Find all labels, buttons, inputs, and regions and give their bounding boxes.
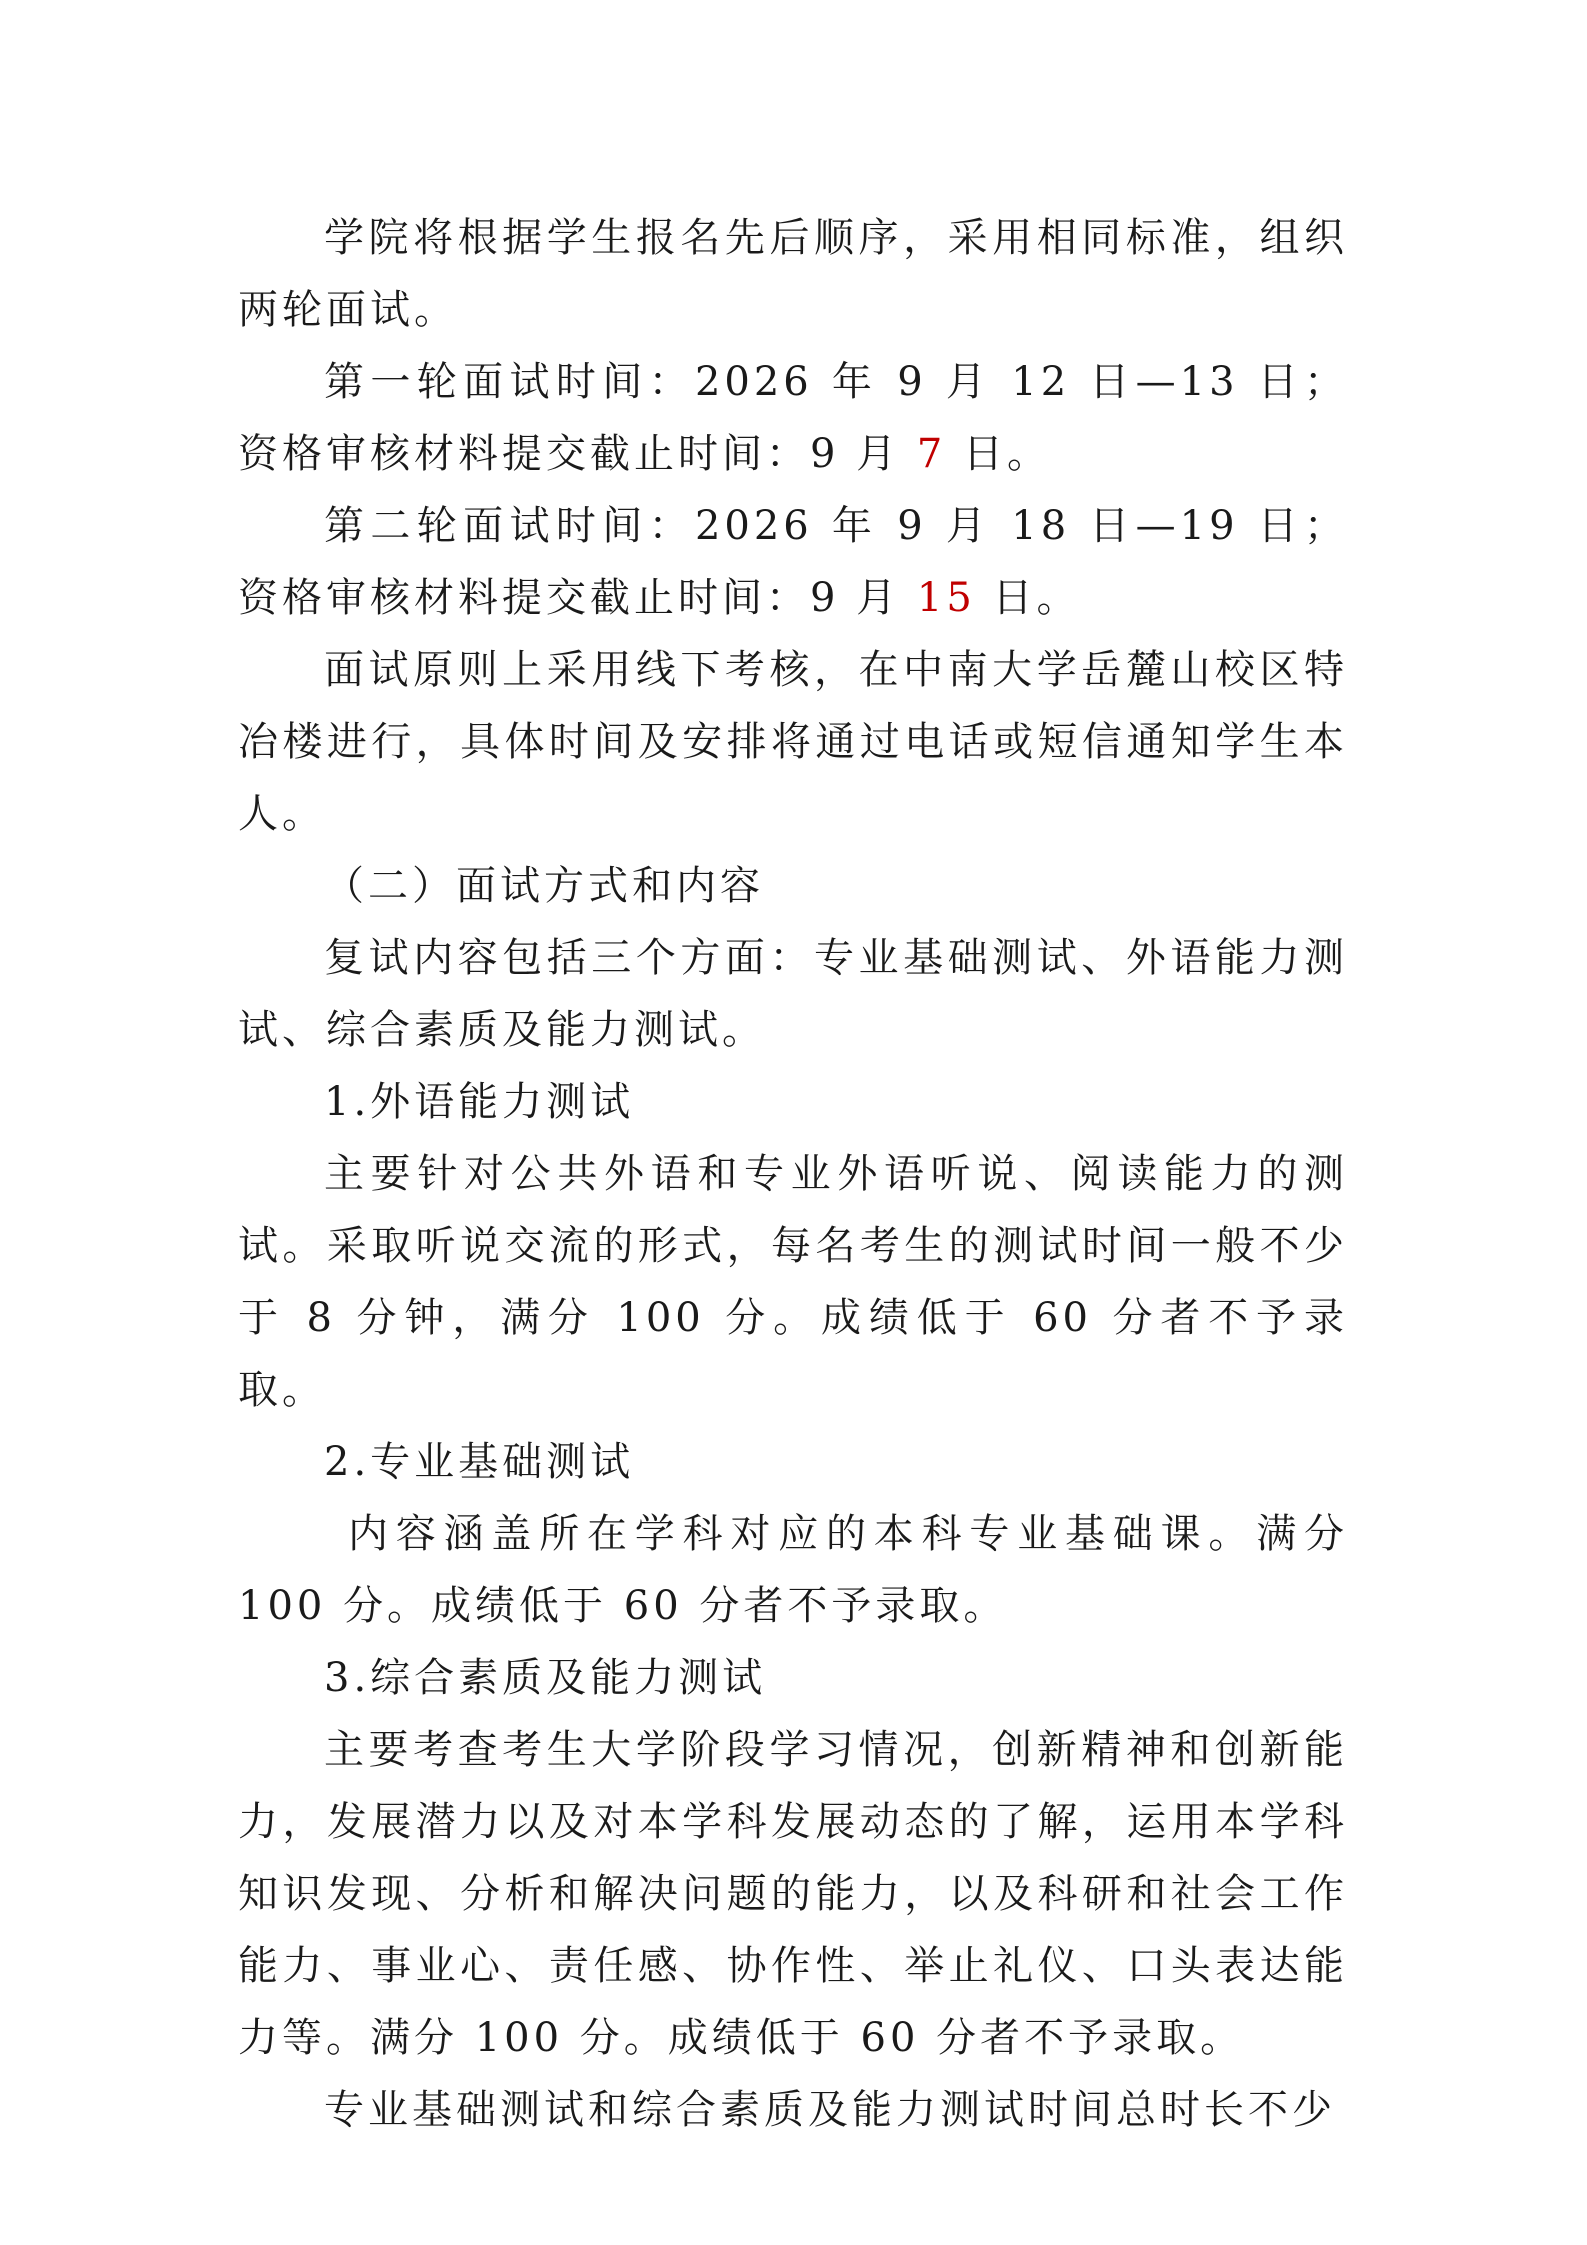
paragraph-interview-location: 面试原则上采用线下考核，在中南大学岳麓山校区特冶楼进行，具体时间及安排将通过电话或短信通知学生本人。 xyxy=(238,647,1348,837)
first-round-text-end: 日。 xyxy=(946,431,1052,477)
heading-professional-basic-test: 2.专业基础测试 xyxy=(324,1439,635,1485)
document-body xyxy=(238,202,1348,2146)
first-round-deadline-day: 7 xyxy=(916,431,947,477)
paragraph-total-duration: 专业基础测试和综合素质及能力测试时间总时长不少 xyxy=(324,2087,1336,2133)
second-round-deadline-day: 15 xyxy=(916,575,976,621)
paragraph-interview-rounds: 学院将根据学生报名先后顺序，采用相同标准，组织两轮面试。 xyxy=(238,215,1348,333)
paragraph-retest-content: 复试内容包括三个方面：专业基础测试、外语能力测试、综合素质及能力测试。 xyxy=(238,935,1348,1053)
paragraph-foreign-language-test: 主要针对公共外语和专业外语听说、阅读能力的测试。采取听说交流的形式，每名考生的测试时间一般不少于 8 分钟，满分 100 分。成绩低于 60 分者不予录取。 xyxy=(238,1151,1348,1413)
paragraph-comprehensive-test: 主要考查考生大学阶段学习情况，创新精神和创新能力，发展潜力以及对本学科发展动态的了解，运用本学科知识发现、分析和解决问题的能力，以及科研和社会工作能力、事业心、责任感、协作性、举止礼仪、口头表达能力等。满分 100 分。成绩低于 60 分者不予录取。 xyxy=(238,1727,1348,2061)
heading-foreign-language-test: 1.外语能力测试 xyxy=(324,1079,635,1125)
paragraph-second-round xyxy=(238,490,1348,634)
paragraph-first-round xyxy=(238,346,1348,490)
first-round-text: 第一轮面试时间：2026 年 9 月 12 日—13 日；资格审核材料提交截止时间：9 月 xyxy=(238,359,1348,477)
section-heading-interview-method: （二）面试方式和内容 xyxy=(324,863,764,909)
second-round-text-end: 日。 xyxy=(975,575,1081,621)
heading-comprehensive-test: 3.综合素质及能力测试 xyxy=(324,1655,767,1701)
second-round-text: 第二轮面试时间：2026 年 9 月 18 日—19 日；资格审核材料提交截止时间：9 月 xyxy=(238,503,1348,621)
paragraph-professional-basic-test: 内容涵盖所在学科对应的本科专业基础课。满分 100 分。成绩低于 60 分者不予录取。 xyxy=(238,1511,1348,1629)
